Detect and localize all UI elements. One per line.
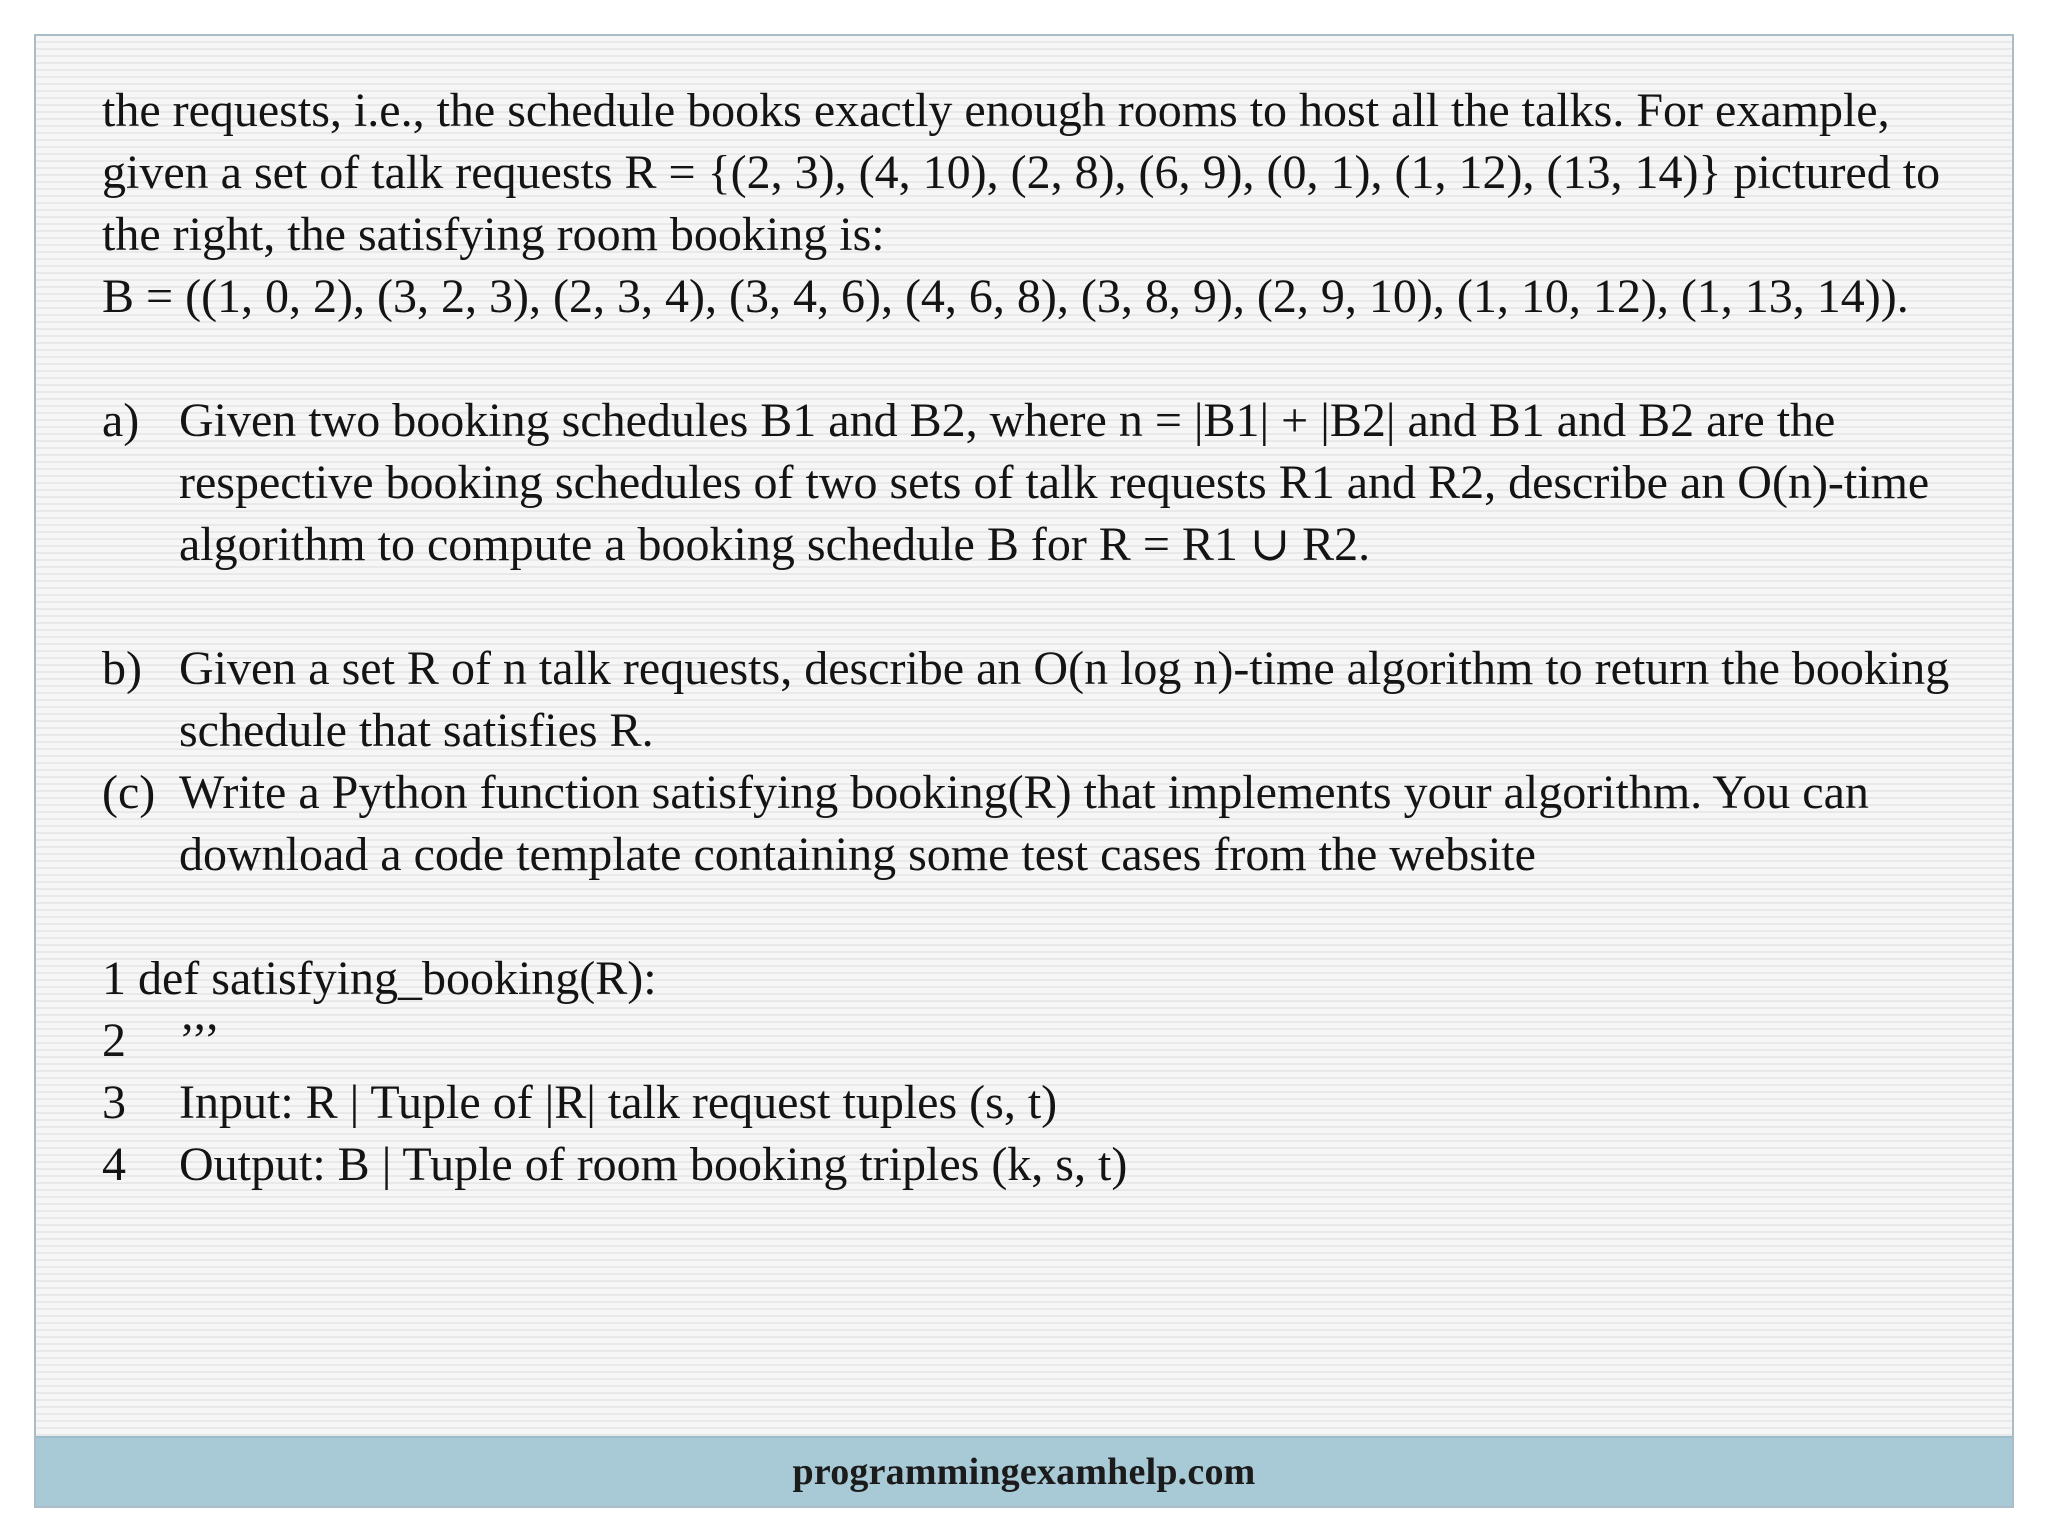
code-line [102,1010,1992,1072]
question-a [102,390,1992,576]
code-line-number: 2 [102,1014,126,1067]
footer-bar [36,1436,2012,1506]
code-line [102,1134,1992,1196]
slide [34,34,2014,1508]
question-c-label: (c) [102,766,156,819]
code-line [102,1072,1992,1134]
booking-example: B = ((1, 0, 2), (3, 2, 3), (2, 3, 4), (3, 4, 6), (4, 6, 8), (3, 8, 9), (2, 9, 10), (1, 10, 12), (1, 13, 14)). [102,270,1909,323]
spacer [102,576,1992,638]
code-line-text: Output: B | Tuple of room booking triples (k, s, t) [179,1138,1128,1191]
footer-website-text: programmingexamhelp.com [792,1451,1256,1493]
spacer [102,886,1992,948]
code-line-number: 4 [102,1138,126,1191]
code-block [102,948,1992,1196]
intro-paragraph: the requests, i.e., the schedule books exactly enough rooms to host all the talks. For example, given a set of talk requests R = {(2, 3), (4, 10), (2, 8), (6, 9), (0, 1), (1, 12), (13, 14)} pictured to the right, the satisfying room booking is: [102,84,1941,261]
slide-content [102,80,1992,1196]
question-a-label: a) [102,394,140,447]
question-b-text: Given a set R of n talk requests, describe an O(n log n)-time algorithm to return the booking schedule that satisfies R. [179,642,1950,757]
code-line-text: def satisfying_booking(R): [126,952,657,1005]
question-c-text: Write a Python function satisfying booking(R) that implements your algorithm. You can download a code template containing some test cases from the website [179,766,1869,881]
question-b-label: b) [102,642,142,695]
question-c [102,762,1992,886]
question-a-text: Given two booking schedules B1 and B2, where n = |B1| + |B2| and B1 and B2 are the respective booking schedules of two sets of talk requests R1 and R2, describe an O(n)-time algorithm to compute a booking schedule B for R = R1 ∪ R2. [179,394,1930,571]
code-line-number: 1 [102,952,126,1005]
code-line-text: Input: R | Tuple of |R| talk request tuples (s, t) [179,1076,1058,1129]
question-b [102,638,1992,762]
spacer [102,328,1992,390]
code-line-number: 3 [102,1076,126,1129]
code-line-text: ’’’ [179,1014,220,1067]
code-line [102,948,1992,1010]
